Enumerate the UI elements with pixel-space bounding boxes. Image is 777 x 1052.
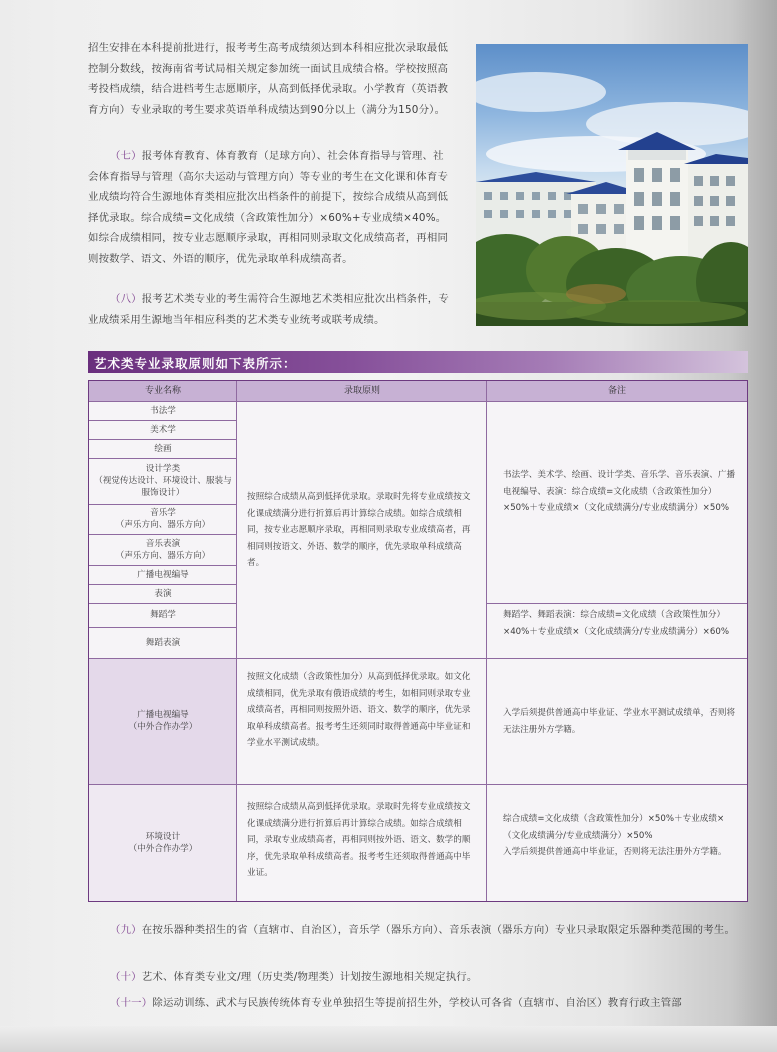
group2-rule: 按照文化成绩（含政策性加分）从高到低择优录取。如文化成绩相同，优先录取有俄语成绩的考生，如相同则录取专业成绩高者，再相同则按照外语、语文、数学的顺序，优先录取单科成绩高者。报考考生还须同时取得普通高中毕业证和学业水平测试成绩。 xyxy=(247,672,471,748)
grid-line xyxy=(89,565,237,566)
major-cell: 广播电视编导 xyxy=(137,569,189,580)
grid-line xyxy=(89,627,237,628)
group3-note: 综合成绩=文化成绩（含政策性加分）×50%＋专业成绩×（文化成绩满分/专业成绩满分）×50% 入学后须提供普通高中毕业证，否则将无法注册外方学籍。 xyxy=(503,814,727,857)
grid-line xyxy=(236,381,237,901)
grid-line xyxy=(89,439,237,440)
major-cell: 美术学 xyxy=(150,424,176,435)
group3-rule: 按照综合成绩从高到低择优录取。录取时先将专业成绩按文化课成绩满分进行折算后再计算综合成绩。如综合成绩相同，录取专业成绩高者，再相同则按外语、语文、数学的顺序，优先录取单科成绩高者。报考考生还须取得普通高中毕业证。 xyxy=(247,802,471,878)
paragraph-11-text: 除运动训练、武术与民族传统体育专业单独招生等提前招生外，学校认可各省（直辖市、自治区）教育行政主管部 xyxy=(152,997,682,1009)
group1-rule: 按照综合成绩从高到低择优录取。录取时先将专业成绩按文化课成绩满分进行折算后再计算综合成绩。如综合成绩相同，按专业志愿顺序录取，再相同则录取专业成绩高者，再相同则按语文、外语、数学的顺序，优先录取单科成绩高者。 xyxy=(247,492,471,568)
group2-note: 入学后须提供普通高中毕业证、学业水平测试成绩单，否则将无法注册外方学籍。 xyxy=(503,708,736,735)
page-edge xyxy=(0,1026,777,1052)
campus-building-photo xyxy=(476,44,748,326)
major-cell: 音乐表演 （声乐方向、器乐方向） xyxy=(115,538,211,561)
grid-line xyxy=(89,784,747,785)
grid-line xyxy=(89,504,237,505)
paragraph-9 xyxy=(88,920,750,941)
header-note: 备注 xyxy=(487,381,747,401)
paragraph-7 xyxy=(88,146,454,270)
grid-line xyxy=(89,534,237,535)
grid-line xyxy=(89,458,237,459)
paragraph-7-text: 报考体育教育、体育教育（足球方向）、社会体育指导与管理、社会体育指导与管理（高尔夫运动与管理方向）等专业的考生在文化课和体育专业成绩均符合生源地体育类相应批次出档条件的前提下，按综合成绩从高到低择优录取。综合成绩=文化成绩（含政策性加分）×60%+专业成绩×40%。如综合成绩相同，按专业志愿顺序录取，再相同则录取文化成绩高者，再相同则按数学、语文、外语的顺序，优先录取单科成绩高者。 xyxy=(88,150,449,265)
grid-line xyxy=(89,401,747,402)
group1-note-b: 舞蹈学、舞蹈表演：综合成绩=文化成绩（含政策性加分）×40%＋专业成绩×（文化成绩满分/专业成绩满分）×60% xyxy=(503,610,729,637)
paragraph-8-number: （八） xyxy=(110,293,142,305)
group3-major: 环境设计 （中外合作办学） xyxy=(128,831,198,854)
intro-paragraph: 招生安排在本科提前批进行，报考考生高考成绩须达到本科相应批次录取最低控制分数线，按海南省考试局相关规定参加统一面试且成绩合格。学校按照高考投档成绩，结合进档考生志愿顺序，从高到低择优录取。小学教育（英语教育方向）专业录取的考生要求英语单科成绩达到90分以上（满分为150分）。 xyxy=(88,42,449,116)
paragraph-11-number: （十一） xyxy=(110,997,153,1009)
paragraph-8 xyxy=(88,289,454,330)
paragraph-7-number: （七） xyxy=(110,150,142,162)
grid-line xyxy=(487,603,747,604)
paragraph-9-text: 在按乐器种类招生的省（直辖市、自治区），音乐学（器乐方向）、音乐表演（器乐方向）专业只录取限定乐器种类范围的考生。 xyxy=(141,924,736,936)
paragraph-9-number: （九） xyxy=(110,924,142,936)
art-admission-table xyxy=(88,380,748,902)
header-major: 专业名称 xyxy=(89,381,237,401)
paragraph-10 xyxy=(88,967,750,988)
major-cell: 舞蹈学 xyxy=(150,610,176,620)
group1-note-a: 书法学、美术学、绘画、设计学类、音乐学、音乐表演、广播电视编导、表演：综合成绩=文化成绩（含政策性加分）×50%＋专业成绩×（文化成绩满分/专业成绩满分）×50% xyxy=(503,470,736,513)
major-cell: 舞蹈表演 xyxy=(145,637,181,648)
major-cell: 音乐学 （声乐方向、器乐方向） xyxy=(115,508,211,530)
major-cell: 表演 xyxy=(154,588,172,599)
header-rule: 录取原则 xyxy=(237,381,487,401)
grid-line xyxy=(89,658,747,659)
table-title: 艺术类专业录取原则如下表所示： xyxy=(94,356,297,371)
paragraph-11 xyxy=(88,993,750,1014)
paragraph-10-text: 艺术、体育类专业文/理（历史类/物理类）计划按生源地相关规定执行。 xyxy=(141,971,478,983)
paragraph-10-number: （十） xyxy=(110,971,142,983)
paragraph-8-text: 报考艺术类专业的考生需符合生源地艺术类相应批次出档条件，专业成绩采用生源地当年相应科类的艺术类专业统考或联考成绩。 xyxy=(88,293,449,326)
grid-line xyxy=(89,603,237,604)
grid-line xyxy=(89,584,237,585)
major-cell: 书法学 xyxy=(150,405,176,416)
grid-line xyxy=(486,381,487,901)
major-cell: 绘画 xyxy=(154,443,172,454)
table-title-banner xyxy=(88,351,748,373)
grid-line xyxy=(89,420,237,421)
group2-major: 广播电视编导 （中外合作办学） xyxy=(128,710,198,732)
major-cell: 设计学类 （视觉传达设计、环境设计、服装与服饰设计） xyxy=(94,464,232,498)
